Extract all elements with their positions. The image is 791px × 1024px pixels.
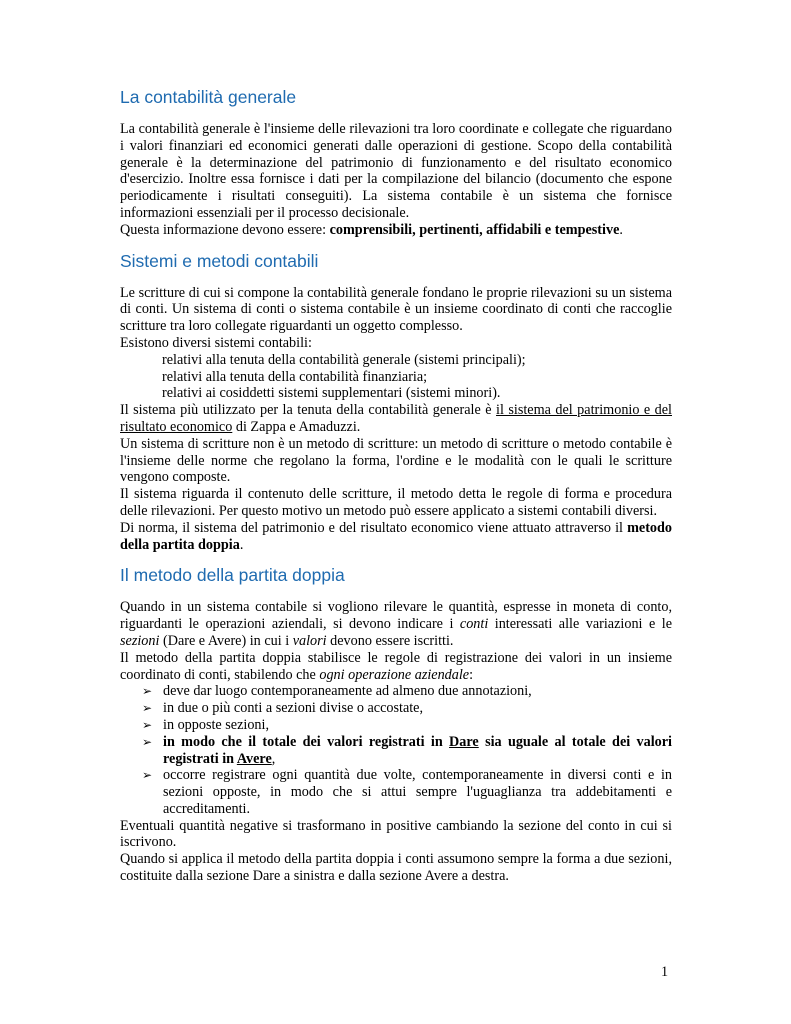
paragraph: Questa informazione devono essere: comprensibili, pertinenti, affidabili e tempestive. xyxy=(120,221,623,238)
italic-text: ogni operazione aziendale xyxy=(319,666,470,683)
bullet-list xyxy=(120,683,672,817)
paragraph: Quando in un sistema contabile si vogliono rilevare le quantità, espresse in moneta di conto, riguardanti le operazioni aziendali, si devono indicare i conti interessati alle variazioni e le sezioni (Dare e Avere) in cui i valori devono essere iscritti. xyxy=(120,599,672,649)
paragraph: Quando si applica il metodo della partita doppia i conti assumono sempre la forma a due sezioni, costituite dalla sezione Dare a sinistra e dalla sezione Avere a destra. xyxy=(120,851,672,885)
paragraph: Le scritture di cui si compone la contabilità generale fondano le proprie rilevazioni su un sistema di conti. Un sistema di conti o sistema contabile è un insieme coordinato di conti che raccoglie scritture tra loro collegate riguardanti un oggetto complesso. xyxy=(120,284,672,335)
paragraph: La contabilità generale è l'insieme delle rilevazioni tra loro coordinate e collegate che riguardano i valori finanziari ed economici generati dalle operazioni di gestione. Scopo della contabilità generale è la determinazione del patrimonio di funzionamento e del risultato economico d'esercizio. Inoltre essa fornisce i dati per la compilazione del bilancio (documento che espone periodicamente i risultati conseguiti). La sistema contabile è un sistema che fornisce informazioni essenziali per il processo decisionale. xyxy=(120,121,672,221)
paragraph: Il sistema più utilizzato per la tenuta della contabilità generale è il sistema del patrimonio e del risultato economico di Zappa e Amaduzzi. xyxy=(120,402,672,435)
arrow-bullet-icon: ➢ xyxy=(142,717,153,732)
bold-text: metodo della partita doppia xyxy=(120,519,672,553)
arrow-bullet-icon: ➢ xyxy=(142,768,153,783)
section-heading-contabilita-generale: La contabilità generale xyxy=(120,87,297,107)
document-page xyxy=(120,86,672,885)
paragraph: Il sistema riguarda il contenuto delle scritture, il metodo detta le regole di forma e procedura delle rilevazioni. Per questo motivo un metodo può essere applicato a sistemi contabili diversi. xyxy=(120,486,672,519)
list-item: relativi alla tenuta della contabilità finanziaria; xyxy=(162,368,428,385)
paragraph: Il metodo della partita doppia stabilisce le regole di registrazione dei valori in un insieme coordinato di conti, stabilendo che ogni operazione aziendale: xyxy=(120,649,672,683)
list-item: ➢ in opposte sezioni, xyxy=(142,716,269,733)
arrow-bullet-icon: ➢ xyxy=(142,701,153,716)
paragraph: Di norma, il sistema del patrimonio e del risultato economico viene attuato attraverso il metodo della partita doppia. xyxy=(120,519,672,553)
page-number: 1 xyxy=(661,964,669,980)
list-item: relativi alla tenuta della contabilità generale (sistemi principali); xyxy=(162,351,526,368)
paragraph: Esistono diversi sistemi contabili: xyxy=(120,334,312,351)
paragraph: Eventuali quantità negative si trasformano in positive cambiando la sezione del conto in cui si iscrivono. xyxy=(120,817,672,851)
section-heading-partita-doppia: Il metodo della partita doppia xyxy=(120,565,345,586)
section-heading-sistemi-metodi: Sistemi e metodi contabili xyxy=(120,250,319,271)
list-item: ➢ occorre registrare ogni quantità due volte, contemporaneamente in diversi conti e in sezioni opposte, in modo che si attui sempre l'uguaglianza tra addebitamenti e accreditamenti. xyxy=(142,767,672,817)
underlined-text: il sistema del patrimonio e del risultato economico xyxy=(120,402,672,435)
list-item: relativi ai cosiddetti sistemi supplementari (sistemi minori). xyxy=(162,385,501,402)
paragraph: Un sistema di scritture non è un metodo di scritture: un metodo di scritture o metodo contabile è l'insieme delle norme che regolano la forma, l'ordine e le modalità con le quali le scritture vengono composte. xyxy=(120,435,672,486)
arrow-bullet-icon: ➢ xyxy=(142,684,153,699)
arrow-bullet-icon: ➢ xyxy=(142,734,153,749)
list-item: ➢ in modo che il totale dei valori registrati in Dare sia uguale al totale dei valori registrati in Avere, xyxy=(142,733,672,767)
bold-text: comprensibili, pertinenti, affidabili e tempestive xyxy=(329,221,620,238)
list-item: ➢ in due o più conti a sezioni divise o accostate, xyxy=(142,700,424,717)
list-item: ➢ deve dar luogo contemporaneamente ad almeno due annotazioni, xyxy=(142,683,532,700)
